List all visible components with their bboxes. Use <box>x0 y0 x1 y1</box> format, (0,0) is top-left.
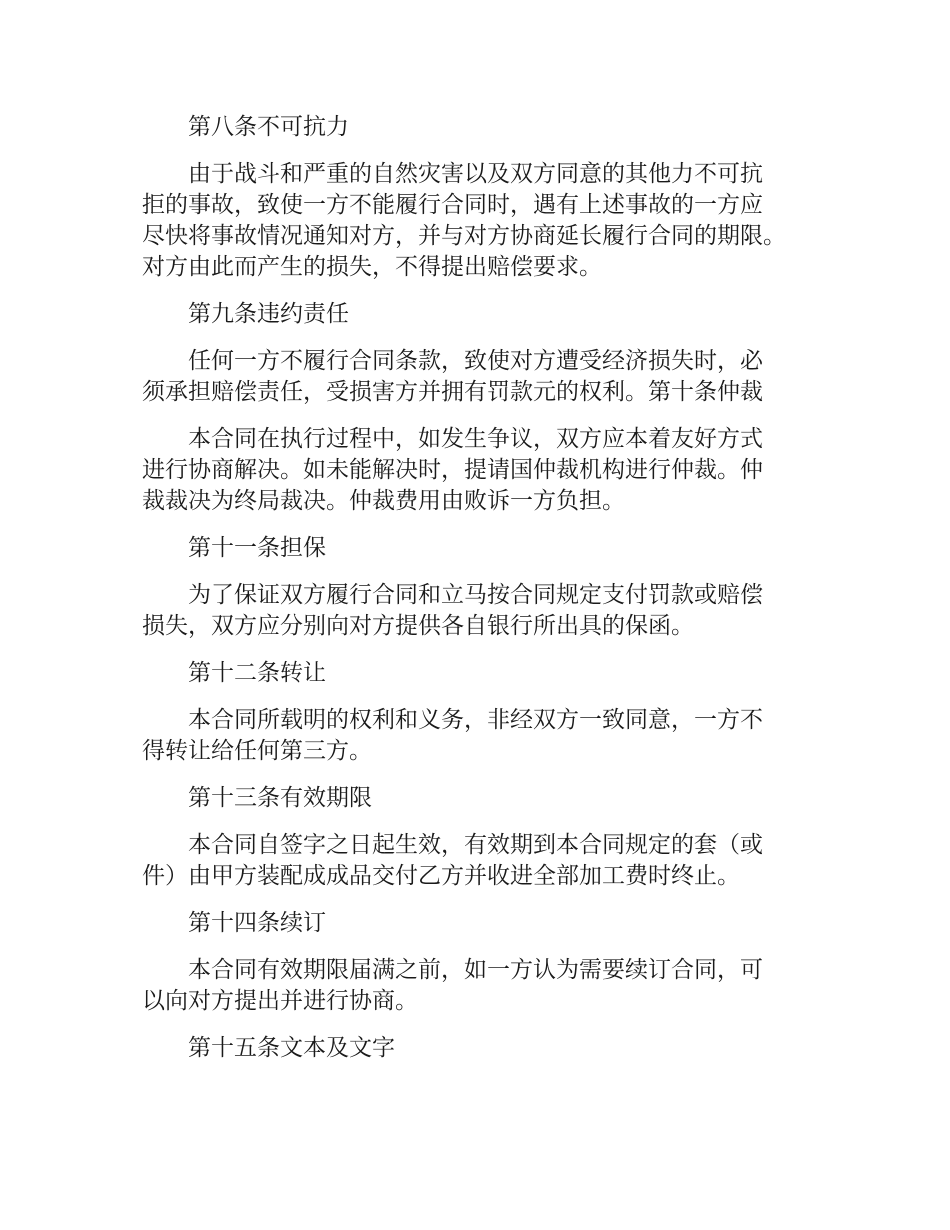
article-heading-force-majeure: 第八条不可抗力 <box>188 114 349 140</box>
article-body-validity: 本合同自签字之日起生效，有效期到本合同规定的套（或 件）由甲方装配成成品交付乙方并收进全部加工费时终止。 <box>142 832 763 889</box>
article-heading-transfer: 第十二条转让 <box>188 660 326 686</box>
article-body-transfer: 本合同所载明的权利和义务，非经双方一致同意，一方不 得转让给任何第三方。 <box>142 707 763 764</box>
article-body-arbitration: 本合同在执行过程中，如发生争议，双方应本着友好方式 进行协商解决。如未能解决时，提请国仲裁机构进行仲裁。仲 裁裁决为终局裁决。仲裁费用由败诉一方负担。 <box>142 426 763 514</box>
article-heading-renewal: 第十四条续订 <box>188 910 326 936</box>
article-heading-validity: 第十三条有效期限 <box>188 785 372 811</box>
article-heading-text-language: 第十五条文本及文字 <box>188 1035 395 1061</box>
document-page <box>142 112 832 1080</box>
article-body-force-majeure: 由于战斗和严重的自然灾害以及双方同意的其他力不可抗 拒的事故，致使一方不能履行合同时，遇有上述事故的一方应 尽快将事故情况通知对方，并与对方协商延长履行合同的期限。 对方由此而产生的损失，不得提出赔偿要求。 <box>142 161 786 280</box>
article-heading-liability: 第九条违约责任 <box>188 301 349 327</box>
article-body-renewal: 本合同有效期限届满之前，如一方认为需要续订合同，可 以向对方提出并进行协商。 <box>142 957 763 1014</box>
article-heading-guarantee: 第十一条担保 <box>188 535 326 561</box>
article-body-liability: 任何一方不履行合同条款，致使对方遭受经济损失时，必 须承担赔偿责任，受损害方并拥有罚款元的权利。第十条仲裁 <box>142 348 763 405</box>
article-body-guarantee: 为了保证双方履行合同和立马按合同规定支付罚款或赔偿 损失，双方应分别向对方提供各自银行所出具的保函。 <box>142 582 763 639</box>
